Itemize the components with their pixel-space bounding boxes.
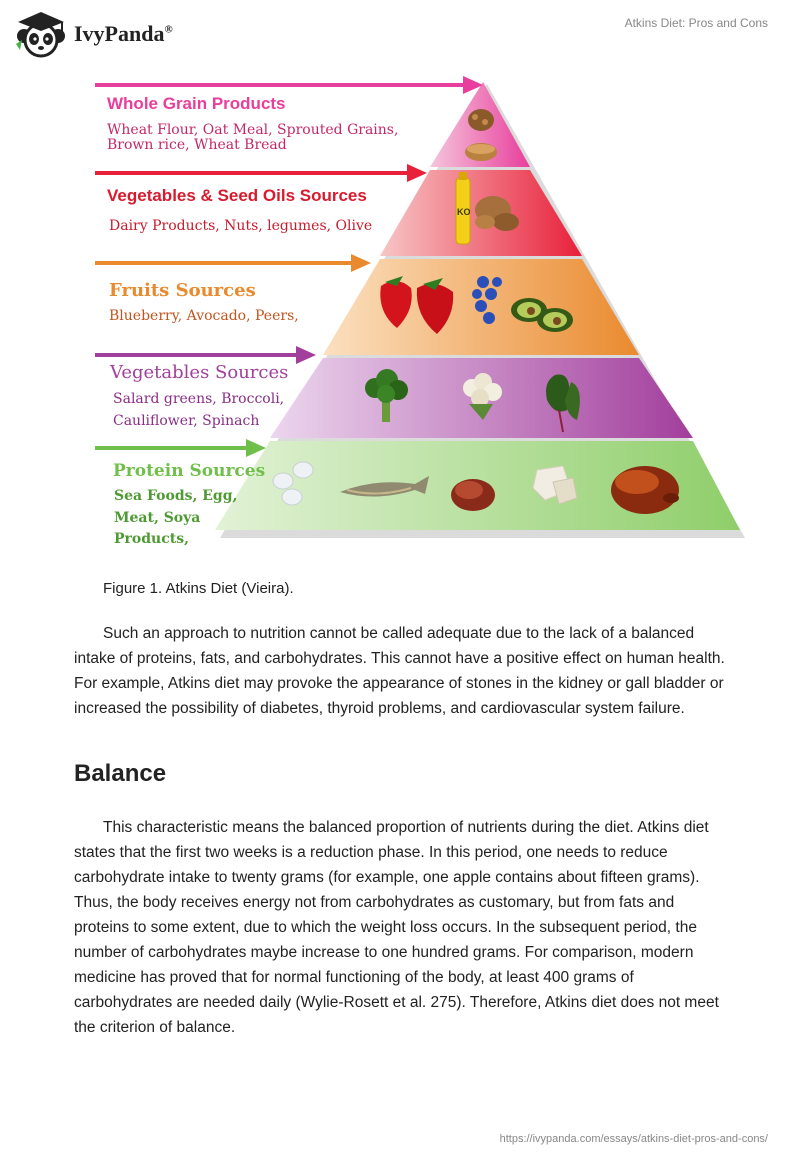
document-title: Atkins Diet: Pros and Cons	[624, 16, 768, 30]
level-items-fruits-1: Blueberry, Avocado, Peers,	[109, 308, 299, 324]
level-title-oils: Vegetables & Seed Oils Sources	[107, 186, 367, 205]
food-pyramid-figure	[85, 70, 745, 560]
level-items-vegetables-2: Cauliflower, Spinach	[113, 413, 260, 429]
level-items-protein-3: Products,	[114, 531, 189, 547]
arrow-grain	[95, 76, 483, 94]
level-title-fruits: Fruits Sources	[109, 280, 256, 301]
footer-source-url[interactable]: https://ivypanda.com/essays/atkins-diet-pros-and-cons/	[499, 1133, 768, 1145]
registered-mark: ®	[164, 23, 173, 36]
level-items-protein-2: Meat, Soya	[114, 510, 201, 526]
section-heading-balance: Balance	[74, 760, 167, 787]
panda-graduate-icon	[12, 6, 70, 58]
level-items-grain-2: Brown rice, Wheat Bread	[107, 137, 287, 153]
brand-name: IvyPanda	[74, 21, 165, 46]
level-title-protein: Protein Sources	[113, 461, 266, 481]
level-items-oils-1: Dairy Products, Nuts, legumes, Olive	[109, 218, 373, 234]
level-items-grain-1: Wheat Flour, Oat Meal, Sprouted Grains,	[107, 122, 399, 138]
ivypanda-logo[interactable]	[12, 6, 173, 58]
page-header	[0, 0, 800, 60]
paragraph-2: This characteristic means the balanced proportion of nutrients during the diet. Atkins diet states that the first two weeks is a reduction phase. In this period, one needs to reduce carbohydrate intake to twenty grams (for example, one apple contains about fifteen grams). Thus, the body receives energy not from carbohydrates as customary, but from fats and proteins to some extent, due to which the weight loss occurs. In the subsequent period, the number of carbohydrates maybe increase to one hundred grams. For comparison, modern medicine has proved that for normal functioning of the body, at least 400 grams of carbohydrates are needed daily (Wylie-Rosett et al. 275). Therefore, Atkins diet does not meet the criterion of balance.	[74, 819, 719, 1036]
level-items-protein-1: Sea Foods, Egg,	[114, 488, 238, 504]
arrow-fruits	[95, 254, 371, 272]
level-items-vegetables-1: Salard greens, Broccoli,	[113, 391, 285, 407]
food-pyramid-graphic	[85, 70, 745, 560]
figure-caption: Figure 1. Atkins Diet (Vieira).	[103, 580, 294, 597]
svg-text:KO: KO	[457, 207, 471, 217]
paragraph-1: Such an approach to nutrition cannot be called adequate due to the lack of a balanced intake of proteins, fats, and carbohydrates. This cannot have a positive effect on human health. For example, Atkins diet may provoke the appearance of stones in the kidney or gall bladder or increased the possibility of diabetes, thyroid problems, and cardiovascular system failure.	[74, 625, 725, 717]
arrow-oils	[95, 164, 427, 182]
level-title-vegetables: Vegetables Sources	[110, 362, 289, 383]
level-title-grain: Whole Grain Products	[107, 94, 286, 113]
arrow-protein	[95, 439, 266, 457]
